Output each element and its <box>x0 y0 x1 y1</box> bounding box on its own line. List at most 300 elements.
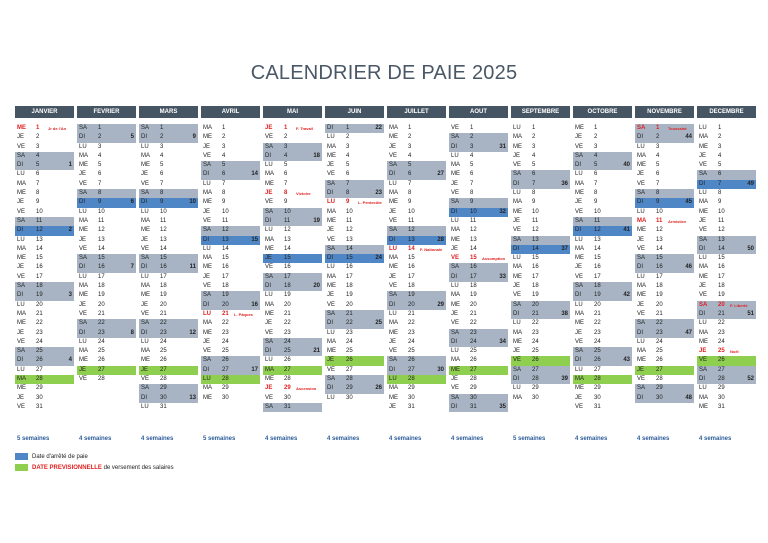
day-number: 14 <box>284 245 291 252</box>
day-row <box>325 226 384 235</box>
day-row <box>77 366 136 375</box>
day-abbr: ME <box>699 403 708 410</box>
day-abbr: MA <box>513 199 522 206</box>
day-abbr: VE <box>451 320 460 327</box>
day-row <box>77 356 136 365</box>
month-header: OCTOBRE <box>573 106 632 118</box>
day-number: 27 <box>470 366 477 373</box>
week-number: 33 <box>499 273 506 280</box>
day-row <box>15 152 74 161</box>
day-row <box>263 217 322 226</box>
month-header: JANVIER <box>15 106 74 118</box>
day-number: 10 <box>98 208 105 215</box>
week-number: 24 <box>375 255 382 262</box>
day-abbr: VE <box>699 357 708 364</box>
day-row <box>263 273 322 282</box>
day-number: 7 <box>470 180 474 187</box>
day-abbr: ME <box>699 338 708 345</box>
day-abbr: VE <box>17 143 26 150</box>
day-abbr: LU <box>513 255 521 262</box>
day-row <box>449 208 508 217</box>
day-abbr: LU <box>203 376 211 383</box>
day-row <box>263 161 322 170</box>
day-row <box>573 180 632 189</box>
day-number: 5 <box>656 162 660 169</box>
day-abbr: DI <box>203 366 209 373</box>
day-abbr: DI <box>79 199 85 206</box>
day-row <box>139 263 198 272</box>
day-number: 7 <box>160 180 164 187</box>
day-abbr: LU <box>637 143 645 150</box>
day-number: 6 <box>222 171 226 178</box>
day-row <box>449 310 508 319</box>
day-row <box>139 170 198 179</box>
day-number: 18 <box>284 283 291 290</box>
day-row <box>573 254 632 263</box>
day-abbr: LU <box>17 366 25 373</box>
day-row <box>139 143 198 152</box>
day-abbr: VE <box>141 310 150 317</box>
day-number: 5 <box>346 162 350 169</box>
day-number: 11 <box>160 217 167 224</box>
day-abbr: DI <box>699 376 705 383</box>
pay-swatch <box>15 464 28 471</box>
day-number: 15 <box>36 255 43 262</box>
day-number: 30 <box>284 394 291 401</box>
day-row <box>635 217 694 226</box>
day-number: 13 <box>532 236 539 243</box>
day-number: 17 <box>718 273 725 280</box>
day-number: 4 <box>532 152 536 159</box>
day-abbr: DI <box>265 348 271 355</box>
day-abbr: LU <box>699 255 707 262</box>
day-row <box>449 394 508 403</box>
day-number: 27 <box>408 366 415 373</box>
day-abbr: DI <box>141 264 147 271</box>
day-row <box>325 124 384 133</box>
day-row <box>449 384 508 393</box>
day-abbr: VE <box>637 376 646 383</box>
day-row <box>325 208 384 217</box>
day-abbr: LU <box>265 357 273 364</box>
day-row <box>449 263 508 272</box>
day-number: 10 <box>160 208 167 215</box>
semaines-label: 5 semaines <box>203 436 236 442</box>
day-number: 25 <box>470 348 477 355</box>
day-row <box>697 208 756 217</box>
day-number: 23 <box>656 329 663 336</box>
day-row <box>325 161 384 170</box>
legend-arret <box>15 453 88 460</box>
day-abbr: SA <box>141 125 150 131</box>
day-number: 6 <box>656 171 660 178</box>
day-number: 26 <box>718 357 725 364</box>
day-row <box>387 329 446 338</box>
day-number: 29 <box>532 385 539 392</box>
day-row <box>77 282 136 291</box>
day-row <box>387 366 446 375</box>
day-abbr: MA <box>141 217 150 224</box>
day-row <box>697 282 756 291</box>
day-abbr: LU <box>451 217 459 224</box>
day-abbr: JE <box>389 403 397 410</box>
day-number: 3 <box>594 143 598 150</box>
day-number: 7 <box>594 180 598 187</box>
day-row <box>449 180 508 189</box>
day-row <box>635 329 694 338</box>
day-row <box>201 329 260 338</box>
day-number: 18 <box>222 283 229 290</box>
day-abbr: SA <box>451 329 460 336</box>
day-number: 4 <box>98 152 102 159</box>
day-abbr: LU <box>575 366 583 373</box>
semaines-label: 4 semaines <box>389 436 422 442</box>
day-abbr: SA <box>327 376 336 383</box>
day-number: 28 <box>98 376 105 383</box>
day-abbr: MA <box>575 310 584 317</box>
holiday-label: L. Pâques <box>234 311 253 317</box>
day-abbr: SA <box>141 255 150 262</box>
day-abbr: SA <box>17 217 26 224</box>
day-abbr: SA <box>699 236 708 243</box>
day-number: 2 <box>346 134 350 141</box>
day-number: 3 <box>222 143 226 150</box>
day-abbr: SA <box>699 366 708 373</box>
day-abbr: JE <box>513 283 521 290</box>
day-row <box>697 338 756 347</box>
day-number: 27 <box>160 366 167 373</box>
day-row <box>15 347 74 356</box>
day-row <box>263 329 322 338</box>
day-number: 7 <box>284 180 288 187</box>
day-row <box>263 245 322 254</box>
day-row <box>263 133 322 142</box>
day-abbr: JE <box>203 208 211 215</box>
day-number: 28 <box>36 376 43 383</box>
day-row <box>139 356 198 365</box>
day-row <box>697 356 756 365</box>
week-number: 4 <box>68 357 72 364</box>
week-number: 22 <box>375 125 382 131</box>
day-abbr: SA <box>389 357 398 364</box>
day-number: 31 <box>160 403 167 410</box>
day-number: 3 <box>470 143 474 150</box>
day-row <box>201 384 260 393</box>
day-abbr: JE <box>327 357 335 364</box>
day-number: 5 <box>594 162 598 169</box>
day-number: 9 <box>470 199 474 206</box>
day-row <box>139 291 198 300</box>
day-number: 11 <box>408 217 415 224</box>
day-number: 11 <box>222 217 229 224</box>
day-row <box>325 189 384 198</box>
day-number: 2 <box>470 134 474 141</box>
day-row <box>201 170 260 179</box>
day-row <box>325 263 384 272</box>
day-row <box>449 143 508 152</box>
day-abbr: SA <box>265 403 274 410</box>
day-abbr: VE <box>203 348 212 355</box>
day-number: 13 <box>222 236 229 243</box>
day-number: 17 <box>98 273 105 280</box>
day-row <box>449 254 508 263</box>
day-abbr: VE <box>327 236 336 243</box>
day-abbr: SA <box>79 125 88 131</box>
day-number: 18 <box>36 283 43 290</box>
day-row <box>201 180 260 189</box>
day-row <box>635 189 694 198</box>
day-abbr: LU <box>451 283 459 290</box>
day-row <box>139 217 198 226</box>
day-row <box>139 133 198 142</box>
day-row <box>511 143 570 152</box>
day-abbr: MA <box>17 180 26 187</box>
semaines-label: 4 semaines <box>79 436 112 442</box>
semaines-label: 4 semaines <box>141 436 174 442</box>
day-row <box>325 236 384 245</box>
week-number: 17 <box>251 366 258 373</box>
day-abbr: DI <box>637 329 643 336</box>
day-abbr: JE <box>265 320 273 327</box>
day-abbr: DI <box>575 292 581 299</box>
day-row <box>573 170 632 179</box>
day-row <box>511 124 570 133</box>
day-row <box>201 301 260 310</box>
day-abbr: LU <box>79 338 87 345</box>
day-number: 2 <box>284 134 288 141</box>
day-number: 7 <box>656 180 660 187</box>
day-row <box>201 143 260 152</box>
day-abbr: SA <box>389 227 398 234</box>
day-row <box>15 301 74 310</box>
day-abbr: MA <box>79 283 88 290</box>
day-abbr: MA <box>389 125 398 131</box>
day-abbr: VE <box>17 338 26 345</box>
day-abbr: VE <box>141 376 150 383</box>
day-number: 3 <box>284 143 288 150</box>
day-abbr: SA <box>203 292 212 299</box>
day-abbr: DI <box>79 134 85 141</box>
day-row <box>511 282 570 291</box>
day-number: 31 <box>718 403 725 410</box>
day-number: 4 <box>594 152 598 159</box>
day-number: 21 <box>284 310 291 317</box>
day-row <box>201 273 260 282</box>
day-abbr: MA <box>389 255 398 262</box>
day-abbr: SA <box>327 245 336 252</box>
day-row <box>697 236 756 245</box>
day-row <box>449 161 508 170</box>
day-row <box>263 338 322 347</box>
day-abbr: VE <box>141 180 150 187</box>
day-number: 23 <box>718 329 725 336</box>
day-row <box>449 282 508 291</box>
day-number: 20 <box>36 301 43 308</box>
day-number: 8 <box>656 190 660 197</box>
week-number: 26 <box>375 385 382 392</box>
day-abbr: VE <box>575 143 584 150</box>
day-abbr: MA <box>203 125 212 131</box>
day-abbr: VE <box>389 217 398 224</box>
day-abbr: LU <box>389 310 397 317</box>
week-number: 9 <box>192 134 196 141</box>
day-abbr: DI <box>451 338 457 345</box>
day-abbr: VE <box>79 376 88 383</box>
day-row <box>635 170 694 179</box>
day-number: 3 <box>408 143 412 150</box>
day-number: 7 <box>346 180 350 187</box>
day-abbr: DI <box>389 366 395 373</box>
day-row <box>201 366 260 375</box>
day-abbr: VE <box>575 208 584 215</box>
day-number: 16 <box>656 264 663 271</box>
day-abbr: SA <box>17 283 26 290</box>
day-number: 25 <box>36 348 43 355</box>
day-number: 7 <box>36 180 40 187</box>
week-number: 32 <box>499 208 506 215</box>
day-row <box>635 338 694 347</box>
day-row <box>387 170 446 179</box>
day-number: 9 <box>36 199 40 206</box>
day-abbr: JE <box>451 376 459 383</box>
day-number: 14 <box>656 245 663 252</box>
day-row <box>263 152 322 161</box>
day-number: 7 <box>532 180 536 187</box>
day-abbr: MA <box>389 190 398 197</box>
day-row <box>263 310 322 319</box>
day-row <box>77 310 136 319</box>
day-number: 23 <box>98 329 105 336</box>
day-row <box>635 263 694 272</box>
day-number: 14 <box>718 245 725 252</box>
day-row <box>263 263 322 272</box>
day-row <box>573 124 632 133</box>
day-abbr: SA <box>513 366 522 373</box>
day-abbr: MA <box>141 283 150 290</box>
day-number: 28 <box>718 376 725 383</box>
day-row <box>387 282 446 291</box>
day-abbr: LU <box>327 134 335 141</box>
day-abbr: JE <box>79 236 87 243</box>
day-abbr: MA <box>17 310 26 317</box>
week-number: 23 <box>375 190 382 197</box>
day-abbr: JE <box>637 366 645 373</box>
day-number: 25 <box>160 348 167 355</box>
day-row <box>15 198 74 207</box>
day-row <box>449 347 508 356</box>
day-abbr: VE <box>265 199 274 206</box>
day-abbr: VE <box>265 394 274 401</box>
day-row <box>139 310 198 319</box>
arret-swatch <box>15 453 28 460</box>
day-number: 30 <box>656 394 663 401</box>
day-abbr: ME <box>203 134 212 141</box>
day-row <box>201 338 260 347</box>
day-number: 20 <box>656 301 663 308</box>
week-number: 52 <box>747 376 754 383</box>
day-row <box>635 133 694 142</box>
day-abbr: DI <box>699 180 705 187</box>
day-abbr: SA <box>513 236 522 243</box>
day-abbr: JE <box>327 162 335 169</box>
day-number: 21 <box>160 310 167 317</box>
day-abbr: SA <box>389 162 398 169</box>
week-number: 30 <box>437 366 444 373</box>
day-number: 1 <box>532 125 536 131</box>
day-abbr: MA <box>637 283 646 290</box>
week-number: 45 <box>685 199 692 206</box>
day-row <box>387 254 446 263</box>
day-row <box>201 310 260 319</box>
day-row <box>325 338 384 347</box>
day-abbr: LU <box>203 180 211 187</box>
day-abbr: SA <box>699 301 708 308</box>
day-row <box>325 198 384 207</box>
day-row <box>77 226 136 235</box>
day-number: 15 <box>656 255 663 262</box>
day-abbr: ME <box>17 255 26 262</box>
day-row <box>387 198 446 207</box>
day-abbr: MA <box>327 208 336 215</box>
day-abbr: JE <box>17 264 25 271</box>
day-number: 5 <box>532 162 536 169</box>
day-row <box>139 208 198 217</box>
day-abbr: JE <box>575 394 583 401</box>
day-row <box>139 301 198 310</box>
day-row <box>201 254 260 263</box>
day-abbr: MA <box>203 385 212 392</box>
day-abbr: JE <box>389 208 397 215</box>
day-number: 16 <box>160 264 167 271</box>
month-header: DECEMBRE <box>697 106 756 118</box>
day-abbr: DI <box>327 320 333 327</box>
day-number: 17 <box>36 273 43 280</box>
day-number: 25 <box>222 348 229 355</box>
day-number: 13 <box>98 236 105 243</box>
day-row <box>573 217 632 226</box>
day-row <box>325 319 384 328</box>
day-row <box>573 394 632 403</box>
month-header: JUIN <box>325 106 384 118</box>
day-abbr: VE <box>699 292 708 299</box>
day-abbr: SA <box>513 171 522 178</box>
day-number: 25 <box>346 348 353 355</box>
day-row <box>201 375 260 384</box>
day-number: 3 <box>160 143 164 150</box>
day-number: 21 <box>656 310 663 317</box>
day-row <box>77 208 136 217</box>
day-row <box>139 226 198 235</box>
day-row <box>449 366 508 375</box>
day-number: 19 <box>222 292 229 299</box>
day-number: 2 <box>160 134 164 141</box>
day-number: 13 <box>160 236 167 243</box>
day-abbr: SA <box>203 357 212 364</box>
day-abbr: VE <box>203 217 212 224</box>
day-abbr: ME <box>389 134 398 141</box>
week-number: 14 <box>251 171 258 178</box>
day-number: 7 <box>98 180 102 187</box>
day-row <box>449 403 508 412</box>
day-abbr: SA <box>451 199 460 206</box>
day-number: 29 <box>594 385 601 392</box>
day-abbr: LU <box>637 338 645 345</box>
day-abbr: DI <box>451 143 457 150</box>
day-abbr: LU <box>637 208 645 215</box>
day-abbr: ME <box>451 366 460 373</box>
day-abbr: LU <box>141 208 149 215</box>
day-number: 1 <box>36 125 40 131</box>
